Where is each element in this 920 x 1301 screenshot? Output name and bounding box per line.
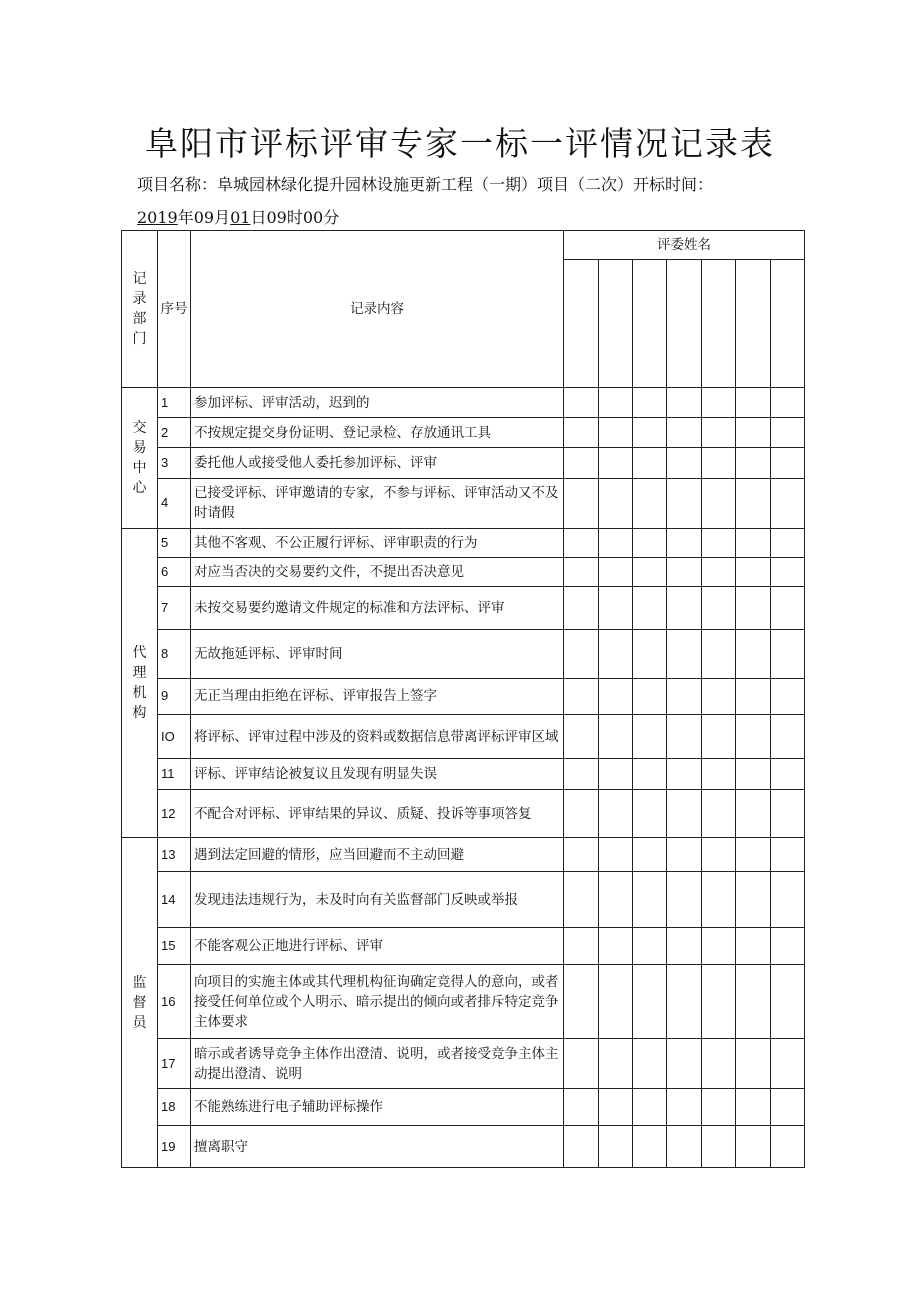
judge-record-cell[interactable] (564, 1089, 599, 1126)
judge-record-cell[interactable] (667, 838, 702, 871)
judge-name-cell[interactable] (702, 260, 736, 388)
judge-record-cell[interactable] (736, 1126, 771, 1168)
content-cell: 无故拖延评标、评审时间 (191, 630, 564, 678)
judge-record-cell[interactable] (702, 418, 736, 448)
judge-record-cell[interactable] (633, 759, 667, 790)
content-cell: 参加评标、评审活动，迟到的 (191, 387, 564, 417)
judge-record-cell[interactable] (702, 478, 736, 528)
judge-record-cell[interactable] (564, 928, 599, 965)
table-row (122, 528, 805, 557)
seq-cell: 14 (158, 871, 191, 927)
table-row (122, 387, 805, 417)
judge-record-cell[interactable] (736, 1039, 771, 1089)
judge-record-cell[interactable] (599, 478, 633, 528)
judge-record-cell[interactable] (771, 715, 805, 759)
judge-record-cell[interactable] (564, 478, 599, 528)
judge-record-cell[interactable] (771, 558, 805, 586)
judge-record-cell[interactable] (599, 586, 633, 630)
judge-record-cell[interactable] (633, 528, 667, 557)
open-month: 09 (193, 208, 215, 227)
seq-cell: 7 (158, 586, 191, 630)
seq-cell: 4 (158, 478, 191, 528)
judge-record-cell[interactable] (736, 871, 771, 927)
judge-record-cell[interactable] (633, 678, 667, 715)
judge-record-cell[interactable] (702, 448, 736, 478)
judge-record-cell[interactable] (633, 586, 667, 630)
judge-record-cell[interactable] (771, 965, 805, 1039)
judge-record-cell[interactable] (736, 586, 771, 630)
content-cell: 不能熟练进行电子辅助评标操作 (191, 1089, 564, 1126)
content-cell: 对应当否决的交易要约文件，不提出否决意见 (191, 558, 564, 586)
judge-record-cell[interactable] (702, 558, 736, 586)
judge-record-cell[interactable] (771, 838, 805, 871)
judge-record-cell[interactable] (667, 759, 702, 790)
header-judges: 评委姓名 (564, 231, 805, 260)
judge-record-cell[interactable] (771, 528, 805, 557)
judge-record-cell[interactable] (599, 928, 633, 965)
judge-record-cell[interactable] (736, 478, 771, 528)
judge-record-cell[interactable] (633, 871, 667, 927)
judge-record-cell[interactable] (564, 630, 599, 678)
judge-record-cell[interactable] (633, 448, 667, 478)
judge-record-cell[interactable] (633, 1089, 667, 1126)
judge-record-cell[interactable] (702, 678, 736, 715)
seq-cell: 1 (158, 387, 191, 417)
table-row (122, 630, 805, 678)
judge-record-cell[interactable] (771, 759, 805, 790)
judge-record-cell[interactable] (599, 1089, 633, 1126)
judge-record-cell[interactable] (667, 928, 702, 965)
judge-record-cell[interactable] (771, 1089, 805, 1126)
table-row (122, 418, 805, 448)
header-content: 记录内容 (191, 231, 564, 388)
judge-record-cell[interactable] (771, 928, 805, 965)
judge-record-cell[interactable] (702, 1126, 736, 1168)
content-cell: 不配合对评标、评审结果的异议、质疑、投诉等事项答复 (191, 790, 564, 838)
open-minute-unit: 分 (323, 208, 340, 227)
judge-record-cell[interactable] (633, 418, 667, 448)
judge-record-cell[interactable] (564, 418, 599, 448)
judge-record-cell[interactable] (633, 1039, 667, 1089)
judge-record-cell[interactable] (667, 478, 702, 528)
record-table (121, 230, 805, 1168)
content-cell: 发现违法违规行为，未及时向有关监督部门反映或举报 (191, 871, 564, 927)
table-row (122, 1126, 805, 1168)
judge-record-cell[interactable] (667, 528, 702, 557)
table-row (122, 1039, 805, 1089)
judge-record-cell[interactable] (702, 838, 736, 871)
judge-record-cell[interactable] (667, 1039, 702, 1089)
judge-record-cell[interactable] (564, 790, 599, 838)
content-cell: 不能客观公正地进行评标、评审 (191, 928, 564, 965)
judge-record-cell[interactable] (736, 838, 771, 871)
seq-cell: IO (158, 715, 191, 759)
judge-record-cell[interactable] (736, 759, 771, 790)
judge-record-cell[interactable] (736, 387, 771, 417)
content-cell: 遇到法定回避的情形，应当回避而不主动回避 (191, 838, 564, 871)
judge-record-cell[interactable] (667, 1089, 702, 1126)
judge-record-cell[interactable] (736, 678, 771, 715)
open-minute: 00 (302, 208, 324, 227)
content-cell: 其他不客观、不公正履行评标、评审职责的行为 (191, 528, 564, 557)
judge-record-cell[interactable] (564, 1126, 599, 1168)
seq-cell: 5 (158, 528, 191, 557)
judge-record-cell[interactable] (633, 965, 667, 1039)
judge-record-cell[interactable] (564, 448, 599, 478)
judge-record-cell[interactable] (736, 1089, 771, 1126)
judge-record-cell[interactable] (771, 478, 805, 528)
table-row (122, 715, 805, 759)
judge-record-cell[interactable] (771, 1126, 805, 1168)
judge-record-cell[interactable] (702, 759, 736, 790)
judge-record-cell[interactable] (667, 1126, 702, 1168)
judge-record-cell[interactable] (702, 387, 736, 417)
judge-record-cell[interactable] (736, 630, 771, 678)
judge-record-cell[interactable] (667, 586, 702, 630)
judge-record-cell[interactable] (667, 965, 702, 1039)
seq-cell: 3 (158, 448, 191, 478)
table-row (122, 928, 805, 965)
seq-cell: 16 (158, 965, 191, 1039)
content-cell: 委托他人或接受他人委托参加评标、评审 (191, 448, 564, 478)
judge-record-cell[interactable] (771, 678, 805, 715)
content-cell: 向项目的实施主体或其代理机构征询确定竞得人的意向，或者接受任何单位或个人明示、暗示提出的倾向或者排斥特定竞争主体要求 (191, 965, 564, 1039)
judge-record-cell[interactable] (564, 586, 599, 630)
dept-cell: 监督员 (122, 838, 158, 1168)
record-table-body (122, 231, 805, 1168)
judge-record-cell[interactable] (633, 630, 667, 678)
judge-record-cell[interactable] (702, 928, 736, 965)
judge-record-cell[interactable] (667, 678, 702, 715)
judge-name-cell[interactable] (667, 260, 702, 388)
judge-record-cell[interactable] (633, 790, 667, 838)
table-row (122, 1089, 805, 1126)
seq-cell: 6 (158, 558, 191, 586)
judge-record-cell[interactable] (702, 528, 736, 557)
judge-record-cell[interactable] (599, 1039, 633, 1089)
open-hour: 09 (266, 208, 287, 227)
table-row (122, 678, 805, 715)
judge-record-cell[interactable] (736, 715, 771, 759)
judge-record-cell[interactable] (564, 871, 599, 927)
judge-name-cell[interactable] (771, 260, 805, 388)
judge-record-cell[interactable] (599, 528, 633, 557)
judge-record-cell[interactable] (667, 715, 702, 759)
judge-record-cell[interactable] (599, 630, 633, 678)
judge-name-cell[interactable] (599, 260, 633, 388)
judge-name-cell[interactable] (564, 260, 599, 388)
judge-record-cell[interactable] (564, 387, 599, 417)
judge-record-cell[interactable] (667, 630, 702, 678)
seq-cell: 8 (158, 630, 191, 678)
judge-record-cell[interactable] (599, 838, 633, 871)
judge-record-cell[interactable] (736, 790, 771, 838)
judge-record-cell[interactable] (771, 871, 805, 927)
judge-record-cell[interactable] (599, 418, 633, 448)
seq-cell: 12 (158, 790, 191, 838)
table-row (122, 448, 805, 478)
open-day-unit: 日 (250, 208, 267, 227)
judge-record-cell[interactable] (702, 1039, 736, 1089)
seq-cell: 13 (158, 838, 191, 871)
judge-record-cell[interactable] (599, 1126, 633, 1168)
judge-record-cell[interactable] (633, 838, 667, 871)
header-dept: 记录部门 (122, 231, 158, 388)
content-cell: 不按规定提交身份证明、登记录检、存放通讯工具 (191, 418, 564, 448)
judge-record-cell[interactable] (702, 965, 736, 1039)
dept-cell: 代理机构 (122, 528, 158, 838)
seq-cell: 2 (158, 418, 191, 448)
open-hour-unit: 时 (286, 208, 303, 227)
judge-record-cell[interactable] (564, 838, 599, 871)
judge-record-cell[interactable] (771, 586, 805, 630)
judge-record-cell[interactable] (599, 387, 633, 417)
table-row (122, 871, 805, 927)
judge-record-cell[interactable] (667, 558, 702, 586)
seq-cell: 15 (158, 928, 191, 965)
judge-record-cell[interactable] (736, 448, 771, 478)
judge-record-cell[interactable] (667, 418, 702, 448)
content-cell: 已接受评标、评审邀请的专家，不参与评标、评审活动又不及时请假 (191, 478, 564, 528)
open-year: 2019 (137, 208, 178, 227)
content-cell: 无正当理由拒绝在评标、评审报告上签字 (191, 678, 564, 715)
judge-record-cell[interactable] (736, 928, 771, 965)
judge-record-cell[interactable] (736, 965, 771, 1039)
seq-cell: 11 (158, 759, 191, 790)
judge-record-cell[interactable] (667, 448, 702, 478)
judge-record-cell[interactable] (736, 528, 771, 557)
judge-record-cell[interactable] (564, 1039, 599, 1089)
judge-record-cell[interactable] (667, 790, 702, 838)
judge-record-cell[interactable] (633, 715, 667, 759)
judge-record-cell[interactable] (599, 759, 633, 790)
judge-record-cell[interactable] (564, 759, 599, 790)
judge-record-cell[interactable] (771, 790, 805, 838)
judge-name-cell[interactable] (633, 260, 667, 388)
seq-cell: 9 (158, 678, 191, 715)
judge-record-cell[interactable] (599, 678, 633, 715)
open-time-line (137, 205, 339, 228)
header-seq: 序号 (158, 231, 191, 388)
judge-record-cell[interactable] (599, 871, 633, 927)
judge-record-cell[interactable] (702, 790, 736, 838)
judge-record-cell[interactable] (633, 928, 667, 965)
table-row (122, 838, 805, 871)
judge-name-cell[interactable] (736, 260, 771, 388)
judge-record-cell[interactable] (599, 448, 633, 478)
seq-cell: 18 (158, 1089, 191, 1126)
table-row (122, 790, 805, 838)
open-month-unit: 月 (214, 208, 231, 227)
open-year-unit: 年 (177, 208, 194, 227)
seq-cell: 19 (158, 1126, 191, 1168)
judge-record-cell[interactable] (736, 418, 771, 448)
seq-cell: 17 (158, 1039, 191, 1089)
judge-record-cell[interactable] (633, 558, 667, 586)
judge-record-cell[interactable] (599, 790, 633, 838)
content-cell: 暗示或者诱导竞争主体作出澄清、说明，或者接受竞争主体主动提出澄清、说明 (191, 1039, 564, 1089)
judge-record-cell[interactable] (736, 558, 771, 586)
content-cell: 将评标、评审过程中涉及的资料或数据信息带离评标评审区域 (191, 715, 564, 759)
judge-record-cell[interactable] (599, 715, 633, 759)
project-name-line: 项目名称：阜城园林绿化提升园林设施更新工程（一期）项目（二次）开标时间： (137, 175, 714, 194)
judge-record-cell[interactable] (564, 965, 599, 1039)
judge-record-cell[interactable] (564, 678, 599, 715)
judge-record-cell[interactable] (564, 715, 599, 759)
table-row (122, 965, 805, 1039)
content-cell: 评标、评审结论被复议且发现有明显失误 (191, 759, 564, 790)
judge-record-cell[interactable] (564, 558, 599, 586)
judge-record-cell[interactable] (771, 448, 805, 478)
table-row (122, 558, 805, 586)
judge-record-cell[interactable] (702, 1089, 736, 1126)
judge-record-cell[interactable] (771, 1039, 805, 1089)
content-cell: 未按交易要约邀请文件规定的标准和方法评标、评审 (191, 586, 564, 630)
judge-record-cell[interactable] (702, 871, 736, 927)
judge-record-cell[interactable] (633, 478, 667, 528)
judge-record-cell[interactable] (633, 387, 667, 417)
judge-record-cell[interactable] (771, 630, 805, 678)
judge-record-cell[interactable] (702, 586, 736, 630)
table-row (122, 586, 805, 630)
table-row (122, 759, 805, 790)
judge-record-cell[interactable] (599, 965, 633, 1039)
judge-record-cell[interactable] (564, 528, 599, 557)
judge-record-cell[interactable] (702, 630, 736, 678)
judge-record-cell[interactable] (771, 418, 805, 448)
dept-cell: 交易中心 (122, 387, 158, 528)
page-title: 阜阳市评标评审专家一标一评情况记录表 (145, 124, 775, 163)
judge-record-cell[interactable] (667, 871, 702, 927)
judge-record-cell[interactable] (667, 387, 702, 417)
judge-record-cell[interactable] (702, 715, 736, 759)
content-cell: 擅离职守 (191, 1126, 564, 1168)
judge-record-cell[interactable] (633, 1126, 667, 1168)
open-day: 01 (230, 208, 251, 227)
judge-record-cell[interactable] (771, 387, 805, 417)
judge-record-cell[interactable] (599, 558, 633, 586)
table-row (122, 478, 805, 528)
